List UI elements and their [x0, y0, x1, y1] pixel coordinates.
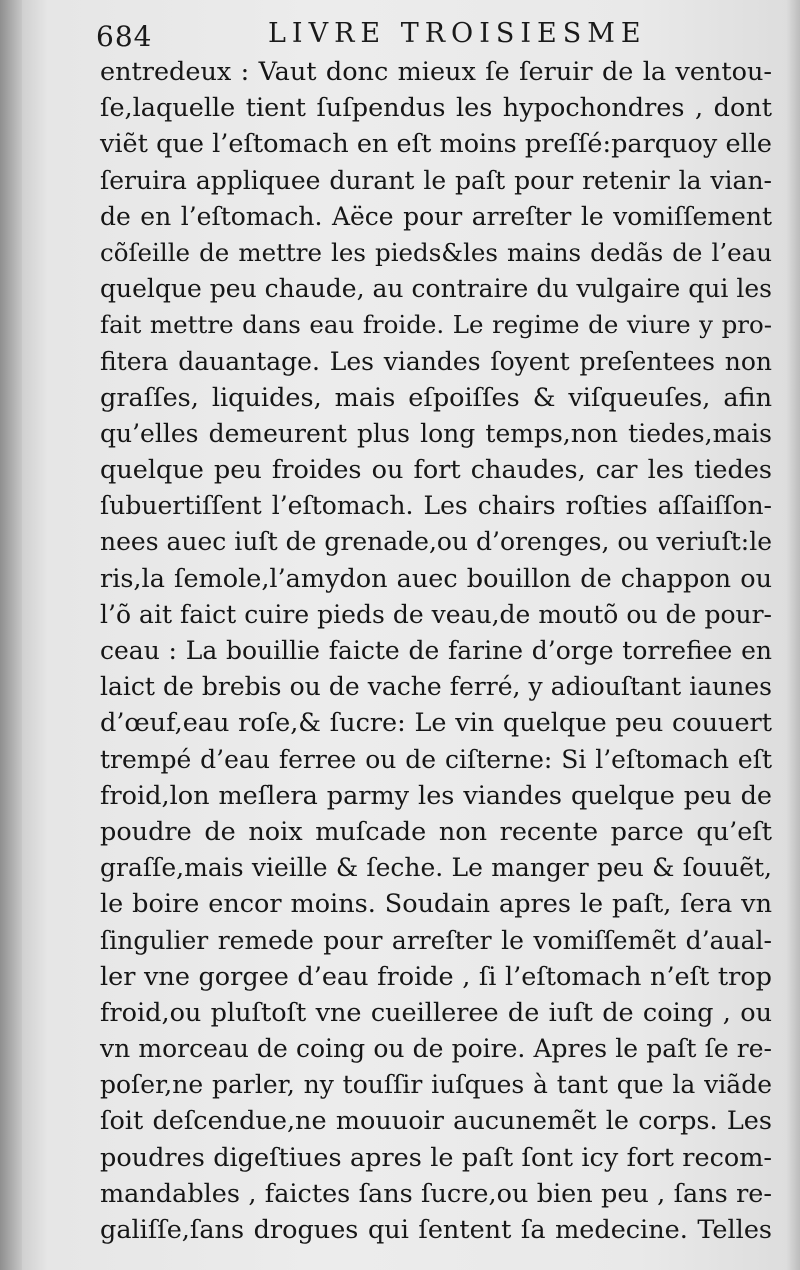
- text-line: vn morceau de coing ou de poire. Apres le paſt ſe re-: [100, 1034, 772, 1064]
- text-line: entredeux : Vaut donc mieux ſe ſeruir de la ventou-: [100, 57, 772, 87]
- text-line: viẽt que l’eſtomach en eſt moins preſſé:parquoy elle: [100, 129, 772, 160]
- text-line: graſſes, liquides, mais eſpoiſſes & viſqueuſes, afin: [100, 382, 772, 413]
- running-title: LIVRE TROISIESME: [268, 18, 647, 49]
- text-line: ler vne gorgee d’eau froide , ſi l’eſtomach n’eſt trop: [100, 961, 772, 992]
- text-line: froid,lon meſlera parmy les viandes quelque peu de: [100, 780, 772, 811]
- page-number: 684: [96, 20, 153, 53]
- text-line: mandables , faictes ſans ſucre,ou bien peu , ſans re-: [100, 1178, 772, 1209]
- text-line: qu’elles demeurent plus long temps,non tiedes,mais: [100, 418, 772, 448]
- text-line: ſe,laquelle tient ſuſpendus les hypochondres , dont: [100, 93, 772, 124]
- page-header: [96, 14, 696, 54]
- text-line: de en l’eſtomach. Aëce pour arreſter le vomiſſement: [100, 201, 772, 231]
- text-line: ſoit deſcendue,ne mouuoir aucunemẽt le corps. Les: [100, 1106, 772, 1137]
- text-line: poudres digeſtiues apres le paſt ſont icy fort recom-: [100, 1142, 772, 1173]
- text-line: ſeruira appliquee durant le paſt pour retenir la vian-: [100, 165, 772, 195]
- body-text: [100, 54, 772, 1248]
- text-line: ſingulier remede pour arreſter le vomiſſemẽt d’aual-: [100, 925, 772, 955]
- text-line: fait mettre dans eau froide. Le regime de viure y pro-: [100, 310, 772, 340]
- text-line: ceau : La bouillie faicte de farine d’orge torrefiee en: [100, 636, 772, 665]
- text-line: le boire encor moins. Soudain apres le paſt, ſera vn: [100, 889, 772, 920]
- text-line: poſer,ne parler, ny touſſir iuſques à tant que la viãde: [100, 1070, 772, 1100]
- text-line: laict de brebis ou de vache ferré, y adiouſtant iaunes: [100, 672, 772, 702]
- text-line: d’œuf,eau roſe,& ſucre: Le vin quelque peu couuert: [100, 708, 772, 739]
- text-line: galiſſe,ſans drogues qui ſentent ſa medecine. Telles: [100, 1215, 772, 1245]
- text-line: l’õ ait faict cuire pieds de veau,de moutõ ou de pour-: [100, 599, 772, 629]
- page-gutter-shadow: [0, 0, 22, 1270]
- text-line: trempé d’eau ferree ou de ciſterne: Si l’eſtomach eſt: [100, 744, 772, 774]
- text-line: graſſe,mais vieille & ſeche. Le manger peu & ſouuẽt,: [100, 853, 772, 883]
- text-line: nees auec iuſt de grenade,ou d’orenges, ou veriuſt:le: [100, 527, 772, 557]
- text-line: fitera dauantage. Les viandes ſoyent preſentees non: [100, 346, 772, 376]
- text-line: ſubuertiſſent l’eſtomach. Les chairs roſties aſſaiſſon-: [100, 491, 772, 521]
- text-line: quelque peu froides ou fort chaudes, car les tiedes: [100, 455, 772, 486]
- text-line: quelque peu chaude, au contraire du vulgaire qui les: [100, 274, 772, 304]
- text-line: cõſeille de mettre les pieds&les mains dedãs de l’eau: [100, 237, 772, 267]
- text-line: ris,la ſemole,l’amydon auec bouillon de chappon ou: [100, 563, 772, 594]
- page-edge-shadow: [786, 0, 800, 1270]
- text-line: froid,ou pluſtoſt vne cueilleree de iuſt de coing , ou: [100, 997, 772, 1028]
- text-line: poudre de noix muſcade non recente parce qu’eſt: [100, 816, 772, 847]
